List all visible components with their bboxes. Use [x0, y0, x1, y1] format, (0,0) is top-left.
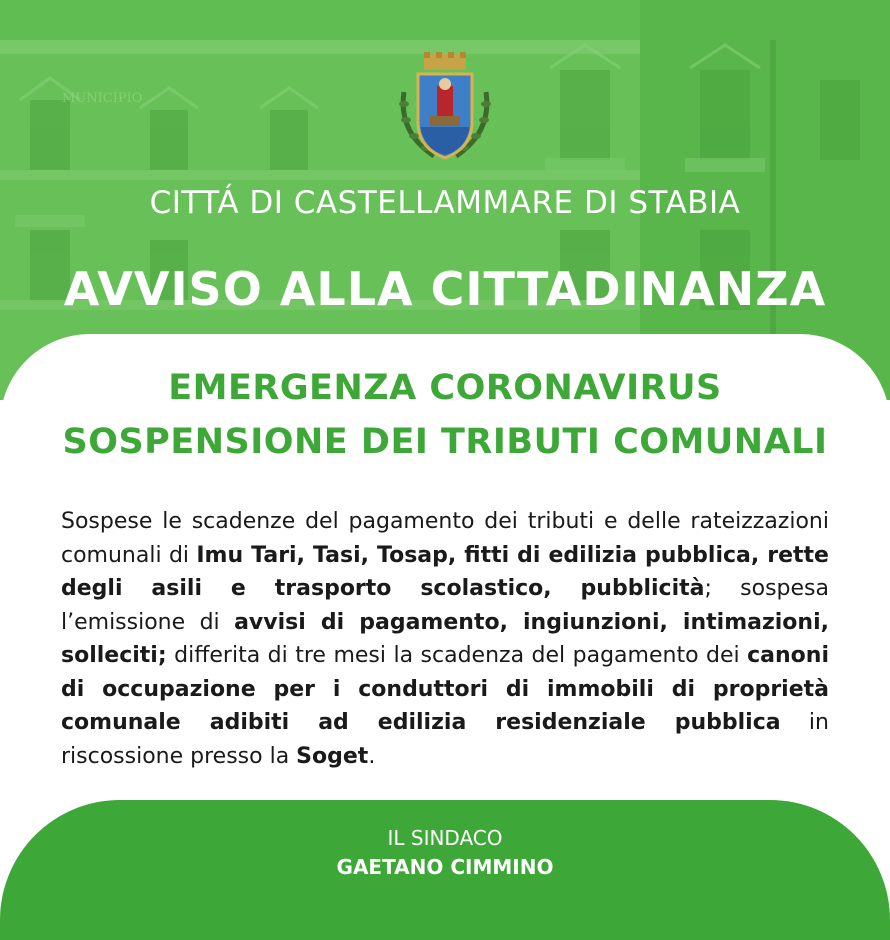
- body-segment: Sospese le scadenze del pagamento dei tributi e delle rateizzazioni comunali di: [61, 509, 829, 568]
- body-segment-bold: Imu Tari, Tasi, Tosap, fitti di edilizia pubblica, rette degli asili e trasporto scolastico, pubblicità: [61, 542, 829, 601]
- city-name: CITTÁ DI CASTELLAMMARE DI STABIA: [149, 185, 741, 221]
- signature-name: GAETANO CIMMINO: [336, 855, 554, 879]
- body-segment-bold: canoni di occupazione per i conduttori di immobili di proprietà comunale adibiti ad edilizia residenziale pubblica: [61, 643, 829, 735]
- headline-line-2: SOSPENSIONE DEI TRIBUTI COMUNALI: [62, 422, 828, 462]
- announcement-body: [61, 505, 829, 773]
- signature-role: IL SINDACO: [387, 826, 503, 850]
- body-segment: .: [368, 743, 376, 769]
- body-segment: ; sospesa l’emissione di: [61, 576, 829, 635]
- body-segment: differita di tre mesi la scadenza del pagamento dei: [166, 643, 748, 668]
- svg-text:MUNICIPIO: MUNICIPIO: [62, 91, 143, 106]
- body-segment: in riscossione presso la: [61, 710, 829, 769]
- city-coat-of-arms-icon: [394, 52, 496, 164]
- headline-line-1: EMERGENZA CORONAVIRUS: [168, 368, 722, 408]
- body-segment-bold: avvisi di pagamento, ingiunzioni, intimazioni, solleciti;: [61, 609, 829, 668]
- body-segment-bold: Soget: [296, 743, 369, 769]
- notice-title: AVVISO ALLA CITTADINANZA: [63, 262, 827, 316]
